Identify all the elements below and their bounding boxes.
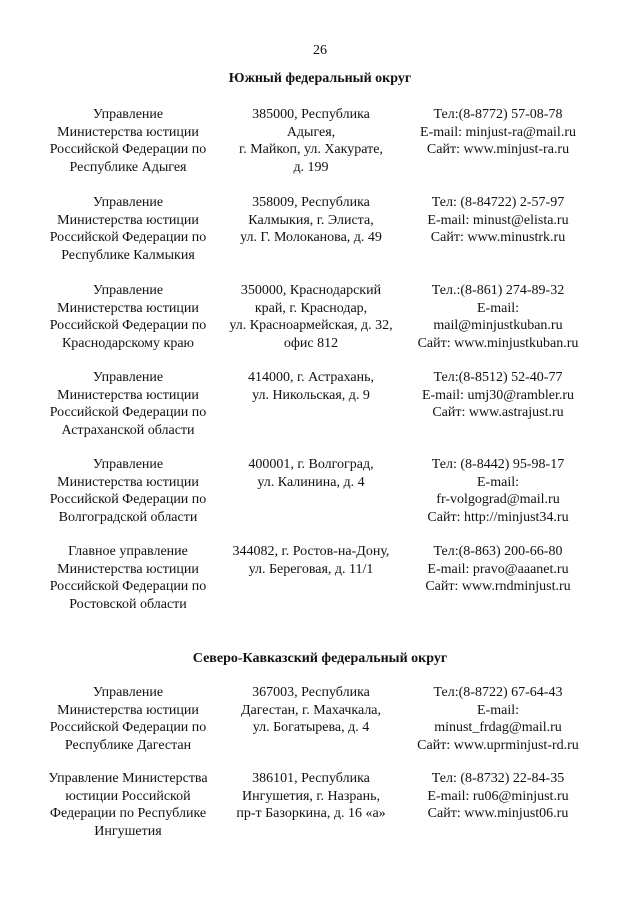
contact-line: E-mail: ru06@minjust.ru [427,788,569,804]
address-line: 350000, Краснодарский [240,283,382,298]
address-line: ул. Калинина, д. 4 [257,474,365,490]
contact-line: E-mail: minjust-ra@mail.ru [420,124,576,140]
contact-line: Тел:(8-8772) 57-08-78 [433,107,563,122]
office-address [221,684,401,737]
office-name-line: Республике Адыгея [69,159,187,175]
office-name-line: Федерации по Республике [49,806,207,821]
address-line: 367003, Республика [252,685,370,700]
office-name-line: Управление [92,685,164,700]
office-name [28,106,228,176]
office-contacts [400,456,596,526]
address-line: 358009, Республика [252,195,370,210]
office-address [221,282,401,352]
office-name-line: Управление Министерства [48,771,208,786]
office-address [221,543,401,578]
office-name-line: Министерства юстиции [57,387,199,403]
contact-line: E-mail: [477,300,519,316]
contact-line: Сайт: www.rndminjust.ru [425,579,571,594]
address-line: 386101, Республика [252,771,370,786]
address-line: Ингушетия, г. Назрань, [242,788,380,804]
contact-line: Сайт: www.minjust06.ru [427,806,569,821]
address-line: 344082, г. Ростов-на-Дону, [232,544,390,559]
section-title-south: Южный федеральный округ [228,71,412,86]
office-name-line: Ингушетия [94,823,162,839]
contact-line: E-mail: umj30@rambler.ru [421,387,575,403]
address-line: пр-т Базоркина, д. 16 «а» [236,806,386,821]
contact-line: Сайт: www.minustrk.ru [430,230,566,245]
office-address [221,194,401,247]
contact-line: E-mail: [477,474,519,490]
contact-line: Сайт: www.minjust-ra.ru [426,142,570,157]
address-line: Адыгея, [286,124,336,140]
office-name [28,543,228,613]
contact-line: E-mail: minust@elista.ru [427,212,569,228]
office-contacts [400,770,596,823]
contact-line: Тел: (8-84722) 2-57-97 [431,195,565,210]
office-name-line: Управление [92,457,164,472]
contact-line: E-mail: [477,702,519,718]
office-name-line: Республике Дагестан [64,737,192,753]
address-line: 385000, Республика [252,107,370,122]
office-name-line: Российской Федерации по [49,720,207,735]
office-name-line: Российской Федерации по [49,492,207,507]
office-contacts [400,282,596,352]
office-address [221,770,401,823]
office-name-line: Министерства юстиции [57,124,199,140]
address-line: офис 812 [283,335,339,351]
contact-line: Сайт: www.minjustkuban.ru [417,335,579,351]
contact-line: minust_frdag@mail.ru [434,720,562,735]
office-contacts [400,684,596,754]
address-line: г. Майкоп, ул. Хакурате, [239,142,383,157]
office-address [221,369,401,404]
address-line: край, г. Краснодар, [254,300,368,316]
office-name [28,684,228,754]
office-contacts [400,106,596,159]
office-name-line: Управление [92,195,164,210]
office-name-line: Министерства юстиции [57,702,199,718]
office-name-line: Главное управление [68,544,188,559]
contact-line: Сайт: www.astrajust.ru [432,405,564,420]
office-name-line: Российской Федерации по [49,230,207,245]
contact-line: fr-volgograd@mail.ru [436,492,560,507]
section-title-north-caucasus: Северо-Кавказский федеральный округ [192,651,448,666]
contact-line: Тел.:(8-861) 274-89-32 [431,283,565,298]
address-line: ул. Г. Молоканова, д. 49 [240,230,382,245]
office-name-line: Астраханской области [61,422,195,438]
office-name [28,770,228,840]
office-name [28,282,228,352]
office-name-line: Министерства юстиции [57,300,199,316]
page-number: 26 [313,43,327,58]
address-line: Калмыкия, г. Элиста, [248,212,374,228]
address-line: ул. Никольская, д. 9 [252,387,370,403]
office-name-line: Ростовской области [69,596,187,612]
address-line: д. 199 [293,159,329,175]
office-name-line: Российской Федерации по [49,579,207,594]
office-name-line: Республике Калмыкия [61,247,195,263]
office-contacts [400,543,596,596]
contact-line: mail@minjustkuban.ru [433,318,563,333]
office-address [221,456,401,491]
address-line: 414000, г. Астрахань, [247,370,375,385]
office-address [221,106,401,176]
office-name-line: Волгоградской области [58,509,198,525]
office-name [28,369,228,439]
office-name-line: Управление [92,283,164,298]
office-name-line: Министерства юстиции [57,474,199,490]
contact-line: Тел:(8-8722) 67-64-43 [433,685,563,700]
office-name-line: Управление [92,107,164,122]
address-line: ул. Береговая, д. 11/1 [248,561,374,577]
address-line: 400001, г. Волгоград, [248,457,374,472]
contact-line: Тел:(8-8512) 52-40-77 [433,370,563,385]
office-name [28,456,228,526]
contact-line: Сайт: www.uprminjust-rd.ru [417,737,579,753]
contact-line: Тел: (8-8732) 22-84-35 [431,771,565,786]
contact-line: E-mail: pravo@aaanet.ru [427,561,569,577]
office-name-line: Российской Федерации по [49,318,207,333]
office-name-line: Министерства юстиции [57,212,199,228]
address-line: ул. Богатырева, д. 4 [252,720,370,735]
office-name-line: Российской Федерации по [49,405,207,420]
address-line: Дагестан, г. Махачкала, [240,702,382,718]
office-name-line: юстиции Российской [65,788,191,804]
office-name [28,194,228,264]
office-name-line: Краснодарскому краю [61,335,195,351]
office-name-line: Министерства юстиции [57,561,199,577]
office-name-line: Управление [92,370,164,385]
contact-line: Тел: (8-8442) 95-98-17 [431,457,565,472]
office-name-line: Российской Федерации по [49,142,207,157]
contact-line: Тел:(8-863) 200-66-80 [433,544,563,559]
contact-line: Сайт: http://minjust34.ru [427,509,569,525]
address-line: ул. Красноармейская, д. 32, [229,318,393,333]
office-contacts [400,369,596,422]
office-contacts [400,194,596,247]
